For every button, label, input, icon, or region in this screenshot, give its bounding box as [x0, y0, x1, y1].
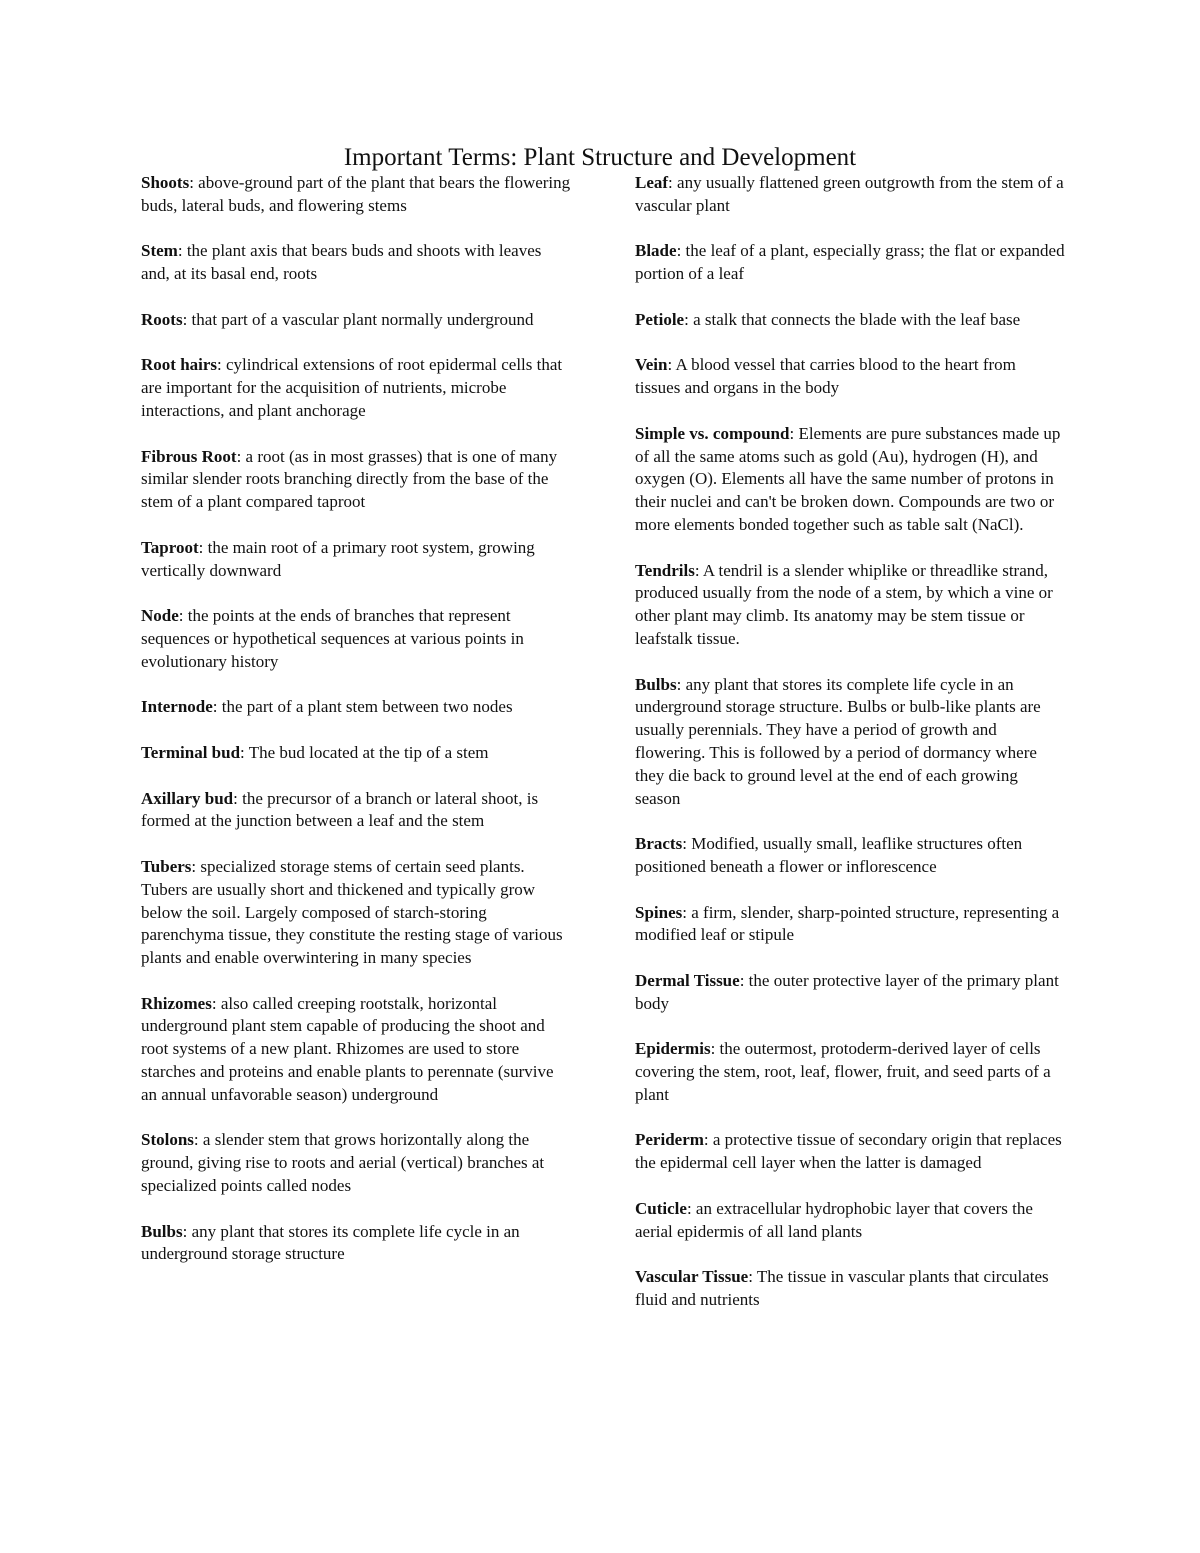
term-name: Bulbs	[141, 1221, 183, 1241]
term-entry: Fibrous Root: a root (as in most grasses) that is one of many similar slender roots branching directly from the base of the stem of a plant compared taproot	[141, 446, 558, 512]
term-definition: that part of a vascular plant normally underground	[191, 309, 534, 329]
term-entry: Root hairs: cylindrical extensions of root epidermal cells that are important for the acquisition of nutrients, microbe interactions, and plant anchorage	[141, 355, 563, 420]
term-definition: an extracellular hydrophobic layer that covers the aerial epidermis of all land plants	[635, 1198, 1033, 1241]
term-entry: Roots: that part of a vascular plant normally underground	[141, 309, 534, 329]
term-definition: the precursor of a branch or lateral shoot, is formed at the junction between a leaf and the stem	[141, 788, 539, 831]
term-entry: Periderm: a protective tissue of secondary origin that replaces the epidermal cell layer when the latter is damaged	[635, 1130, 1062, 1173]
term-name: Blade	[635, 241, 677, 261]
term-definition: a stalk that connects the blade with the leaf base	[693, 309, 1021, 329]
term-definition: the part of a plant stem between two nodes	[221, 697, 513, 717]
term-name: Leaf	[635, 173, 669, 192]
term-definition: any plant that stores its complete life cycle in an underground storage structure	[141, 1221, 520, 1264]
term-definition: any plant that stores its complete life cycle in an underground storage structure. Bulbs or bulb-like plants are usually perennials. They have a period of growth and flowering. This is followed by a period of dormancy where they die back to ground level at the end of each growing season	[635, 674, 1041, 808]
term-name: Root hairs	[141, 355, 218, 375]
term-definition: cylindrical extensions of root epidermal cells that are important for the acquisition of nutrients, microbe interactions, and plant anchorage	[141, 355, 563, 420]
term-entry: Dermal Tissue: the outer protective layer of the primary plant body	[635, 970, 1059, 1013]
term-name: Cuticle	[635, 1198, 687, 1218]
term-definition: the plant axis that bears buds and shoots with leaves and, at its basal end, roots	[141, 241, 542, 284]
term-entry: Simple vs. compound: Elements are pure substances made up of all the same atoms such as gold (Au), hydrogen (H), and oxygen (O). Elements all have the same number of protons in their nuclei and can't be broken down. Compounds are two or more elements bonded together such as table salt (NaCl).	[635, 423, 1061, 534]
term-name: Epidermis	[635, 1039, 711, 1059]
term-name: Bracts	[635, 834, 683, 854]
term-name: Spines	[635, 902, 683, 922]
term-definition: A blood vessel that carries blood to the heart from tissues and organs in the body	[635, 355, 1016, 398]
term-definition: a firm, slender, sharp-pointed structure, representing a modified leaf or stipule	[635, 902, 1060, 945]
term-definition: also called creeping rootstalk, horizontal underground plant stem capable of producing the shoot and root systems of a new plant. Rhizomes are used to store starches and proteins and enable plants to perennate (survive an annual unfavorable season) underground	[141, 993, 554, 1104]
term-entry: Node: the points at the ends of branches that represent sequences or hypothetical sequences at various points in evolutionary history	[141, 606, 524, 671]
term-definition: the main root of a primary root system, growing vertically downward	[141, 537, 535, 580]
term-entry: Tubers: specialized storage stems of certain seed plants. Tubers are usually short and thickened and typically grow below the soil. Largely composed of starch-storing parenchyma tissue, they constitute the resting stage of various plants and enable overwintering in many species	[141, 856, 563, 968]
term-entry: Internode: the part of a plant stem between two nodes	[141, 697, 513, 717]
term-definition: a protective tissue of secondary origin that replaces the epidermal cell layer when the latter is damaged	[635, 1130, 1062, 1173]
term-name: Shoots	[141, 173, 190, 192]
term-definition: The bud located at the tip of a stem	[248, 742, 489, 762]
term-name: Vein	[635, 355, 668, 375]
term-entry: Vascular Tissue: The tissue in vascular plants that circulates fluid and nutrients	[635, 1267, 1049, 1310]
term-definition: specialized storage stems of certain seed plants. Tubers are usually short and thickened and typically grow below the soil. Largely composed of starch-storing parenchyma tissue, they constitute the resting stage of various plants and enable overwintering in many species	[141, 856, 563, 968]
term-entry: Vein: A blood vessel that carries blood to the heart from tissues and organs in the body	[635, 355, 1016, 398]
term-name: Axillary bud	[141, 788, 234, 808]
term-name: Periderm	[635, 1130, 704, 1150]
term-entry: Stem: the plant axis that bears buds and shoots with leaves and, at its basal end, roots	[141, 241, 542, 284]
term-entry: Rhizomes: also called creeping rootstalk, horizontal underground plant stem capable of producing the shoot and root systems of a new plant. Rhizomes are used to store starches and proteins and enable plants to perennate (survive an annual unfavorable season) underground	[141, 993, 554, 1104]
term-entry: Stolons: a slender stem that grows horizontally along the ground, giving rise to roots and aerial (vertical) branches at specialized points called nodes	[141, 1130, 545, 1196]
term-name: Node	[141, 606, 179, 626]
term-definition: the outer protective layer of the primary plant body	[635, 970, 1059, 1013]
term-entry: Axillary bud: the precursor of a branch or lateral shoot, is formed at the junction between a leaf and the stem	[141, 788, 539, 831]
term-entry: Bracts: Modified, usually small, leaflike structures often positioned beneath a flower or inflorescence	[635, 834, 1023, 876]
term-entry: Bulbs: any plant that stores its complete life cycle in an underground storage structure	[141, 1221, 520, 1264]
term-definition: a root (as in most grasses) that is one of many similar slender roots branching directly from the base of the stem of a plant compared taproot	[141, 446, 558, 512]
term-entry: Epidermis: the outermost, protoderm-derived layer of cells covering the stem, root, leaf, flower, fruit, and seed parts of a plant	[635, 1039, 1051, 1104]
term-definition: the outermost, protoderm-derived layer of cells covering the stem, root, leaf, flower, fruit, and seed parts of a plant	[635, 1039, 1051, 1104]
term-entry: Terminal bud: The bud located at the tip of a stem	[141, 742, 489, 762]
right-column	[635, 172, 1065, 1335]
term-name: Roots	[141, 309, 183, 329]
term-entry: Shoots: above-ground part of the plant that bears the flowering buds, lateral buds, and flowering stems	[141, 173, 571, 215]
term-name: Terminal bud	[141, 742, 241, 762]
term-name: Vascular Tissue	[635, 1267, 749, 1287]
term-name: Bulbs	[635, 674, 677, 694]
term-definition: Elements are pure substances made up of all the same atoms such as gold (Au), hydrogen (H), and oxygen (O). Elements all have the same number of protons in their nuclei and can't be broken down. Compounds are two or more elements bonded together such as table salt (NaCl).	[635, 423, 1061, 534]
term-entry: Taproot: the main root of a primary root system, growing vertically downward	[141, 537, 535, 580]
term-entry: Spines: a firm, slender, sharp-pointed structure, representing a modified leaf or stipule	[635, 902, 1060, 945]
term-name: Rhizomes	[141, 993, 212, 1013]
term-definition: the points at the ends of branches that represent sequences or hypothetical sequences at various points in evolutionary history	[141, 606, 524, 671]
page-title: Important Terms: Plant Structure and Development	[343, 144, 857, 171]
term-definition: Modified, usually small, leaflike structures often positioned beneath a flower or inflorescence	[635, 834, 1023, 876]
term-name: Tubers	[141, 856, 192, 876]
term-name: Internode	[141, 697, 213, 717]
term-name: Petiole	[635, 309, 685, 329]
term-definition: The tissue in vascular plants that circulates fluid and nutrients	[635, 1267, 1049, 1310]
term-name: Taproot	[141, 537, 199, 557]
term-name: Simple vs. compound	[635, 423, 790, 443]
left-column	[141, 172, 571, 1289]
term-name: Tendrils	[635, 560, 695, 580]
term-name: Stolons	[141, 1130, 194, 1150]
term-name: Stem	[141, 241, 178, 261]
term-definition: A tendril is a slender whiplike or threadlike strand, produced usually from the node of a stem, by which a vine or other plant may climb. Its anatomy may be stem tissue or leafstalk tissue.	[635, 560, 1053, 648]
term-definition: a slender stem that grows horizontally along the ground, giving rise to roots and aerial (vertical) branches at specialized points called nodes	[141, 1130, 545, 1196]
term-entry: Cuticle: an extracellular hydrophobic layer that covers the aerial epidermis of all land plants	[635, 1198, 1033, 1241]
term-definition: the leaf of a plant, especially grass; the flat or expanded portion of a leaf	[635, 241, 1065, 284]
term-entry: Petiole: a stalk that connects the blade with the leaf base	[635, 309, 1021, 329]
term-name: Dermal Tissue	[635, 970, 740, 990]
term-entry: Blade: the leaf of a plant, especially grass; the flat or expanded portion of a leaf	[635, 241, 1065, 284]
term-definition: above-ground part of the plant that bears the flowering buds, lateral buds, and flowering stems	[141, 173, 571, 215]
term-name: Fibrous Root	[141, 446, 237, 466]
term-entry: Tendrils: A tendril is a slender whiplike or threadlike strand, produced usually from the node of a stem, by which a vine or other plant may climb. Its anatomy may be stem tissue or leafstalk tissue.	[635, 560, 1053, 648]
term-entry: Leaf: any usually flattened green outgrowth from the stem of a vascular plant	[635, 173, 1064, 215]
term-definition: any usually flattened green outgrowth from the stem of a vascular plant	[635, 173, 1064, 215]
term-entry: Bulbs: any plant that stores its complete life cycle in an underground storage structure. Bulbs or bulb-like plants are usually perennials. They have a period of growth and flowering. This is followed by a period of dormancy where they die back to ground level at the end of each growing season	[635, 674, 1041, 808]
